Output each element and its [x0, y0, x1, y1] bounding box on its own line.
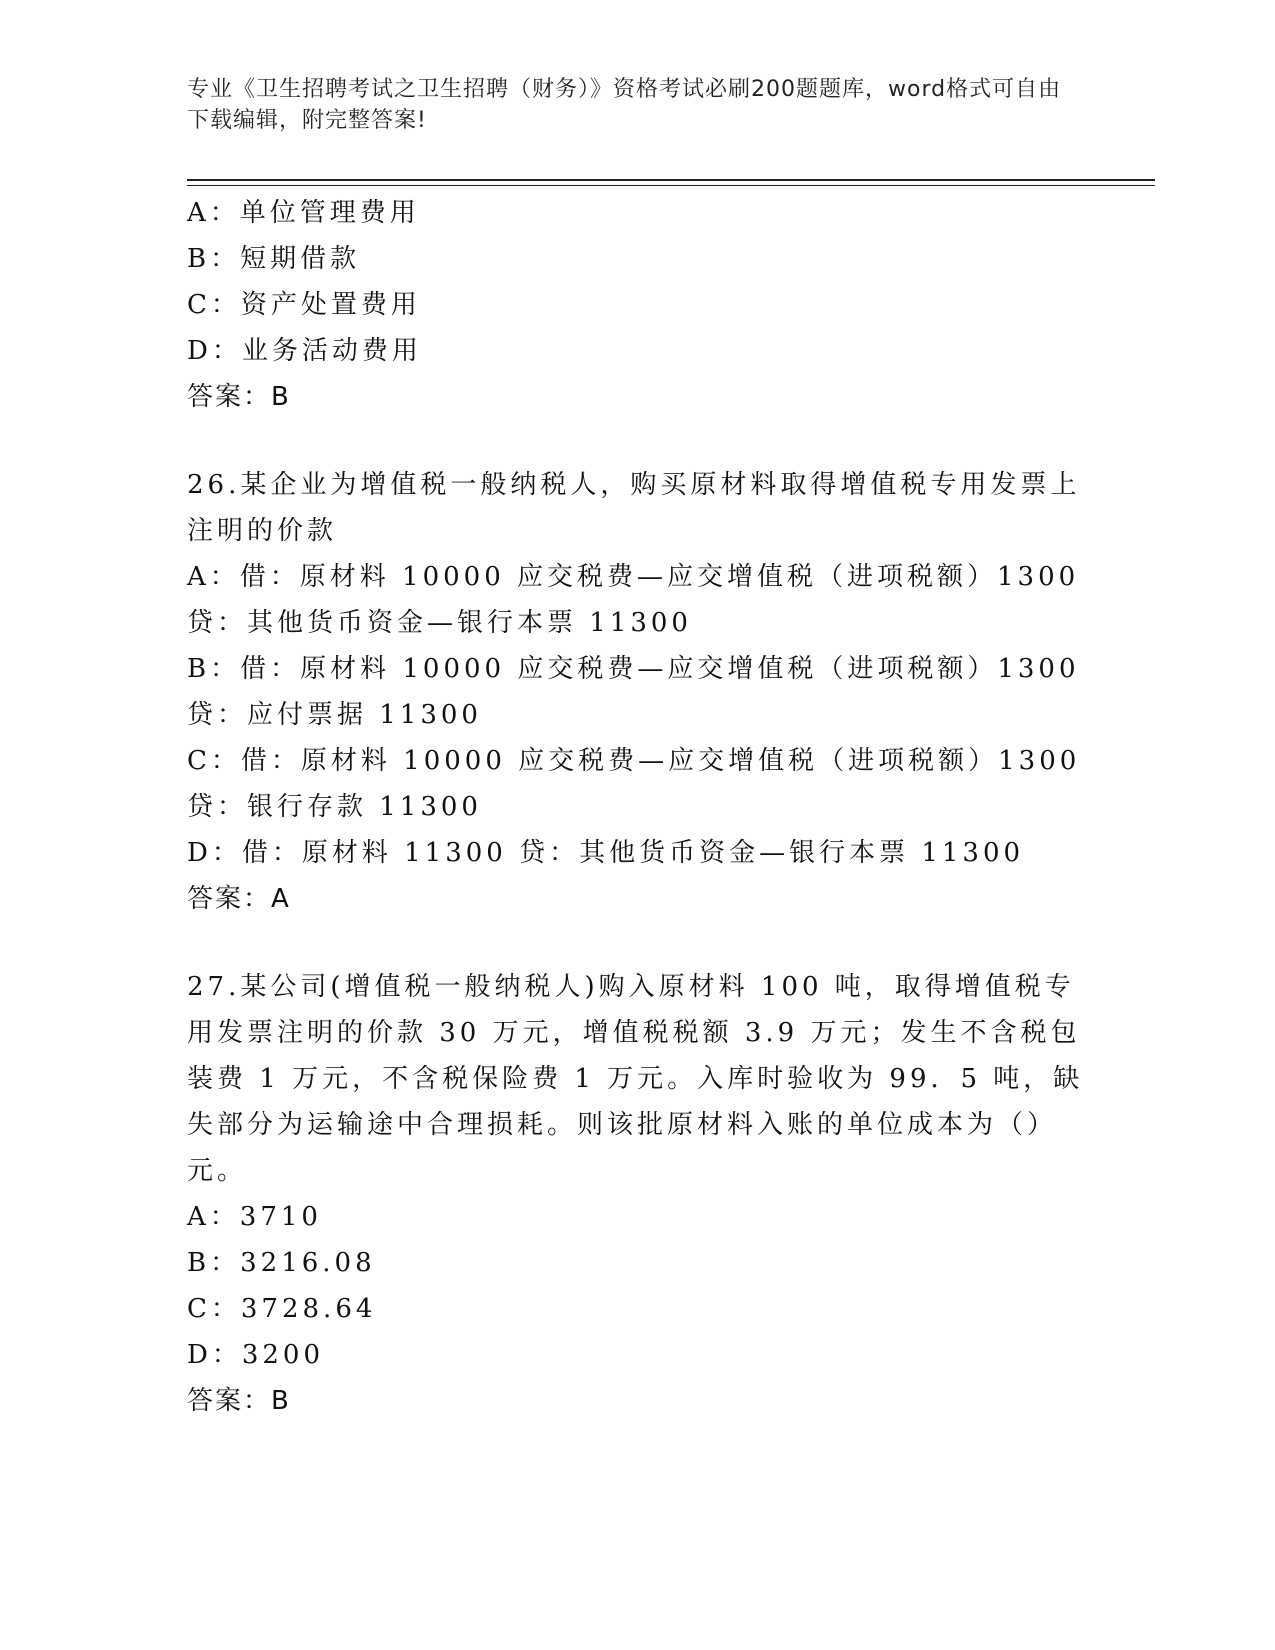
option-a: A：单位管理费用	[187, 198, 420, 228]
question-25	[187, 190, 1087, 420]
option-d: D：借：原材料 11300 贷：其他货币资金—银行本票 11300	[187, 838, 1025, 868]
option-d: D：业务活动费用	[187, 336, 422, 366]
answer: 答案：B	[187, 382, 291, 412]
option-b: B：3216.08	[187, 1248, 376, 1278]
option-b: B：借：原材料 10000 应交税费—应交增值税（进项税额）1300 贷：应付票据 11300	[187, 654, 1080, 730]
question-stem: 26.某企业为增值税一般纳税人，购买原材料取得增值税专用发票上注明的价款	[187, 470, 1081, 546]
question-content	[187, 190, 1087, 1424]
question-stem: 27.某公司(增值税一般纳税人)购入原材料 100 吨，取得增值税专用发票注明的价款 30 万元，增值税税额 3.9 万元；发生不含税包装费 1 万元，不含税保险费 1 万元。入库时验收为 99．5 吨，缺失部分为运输途中合理损耗。则该批原材料入账的单位成本为（）元。	[187, 972, 1084, 1186]
answer: 答案：A	[187, 884, 291, 914]
option-c: C：3728.64	[187, 1294, 377, 1324]
option-b: B：短期借款	[187, 244, 361, 274]
answer: 答案：B	[187, 1386, 291, 1416]
option-a: A：借：原材料 10000 应交税费—应交增值税（进项税额）1300 贷：其他货币资金—银行本票 11300	[187, 562, 1080, 638]
option-d: D：3200	[187, 1340, 325, 1370]
option-c: C：资产处置费用	[187, 290, 421, 320]
header-divider-thin	[187, 185, 1155, 186]
option-a: A：3710	[187, 1202, 322, 1232]
question-26	[187, 462, 1087, 922]
option-c: C：借：原材料 10000 应交税费—应交增值税（进项税额）1300 贷：银行存款 11300	[187, 746, 1081, 822]
header-divider-thick	[187, 179, 1155, 181]
document-header: 专业《卫生招聘考试之卫生招聘（财务）》资格考试必刷200题题库，word格式可自由下载编辑，附完整答案!	[187, 77, 1062, 133]
spacer	[187, 922, 1087, 964]
question-27	[187, 964, 1087, 1424]
spacer	[187, 420, 1087, 462]
